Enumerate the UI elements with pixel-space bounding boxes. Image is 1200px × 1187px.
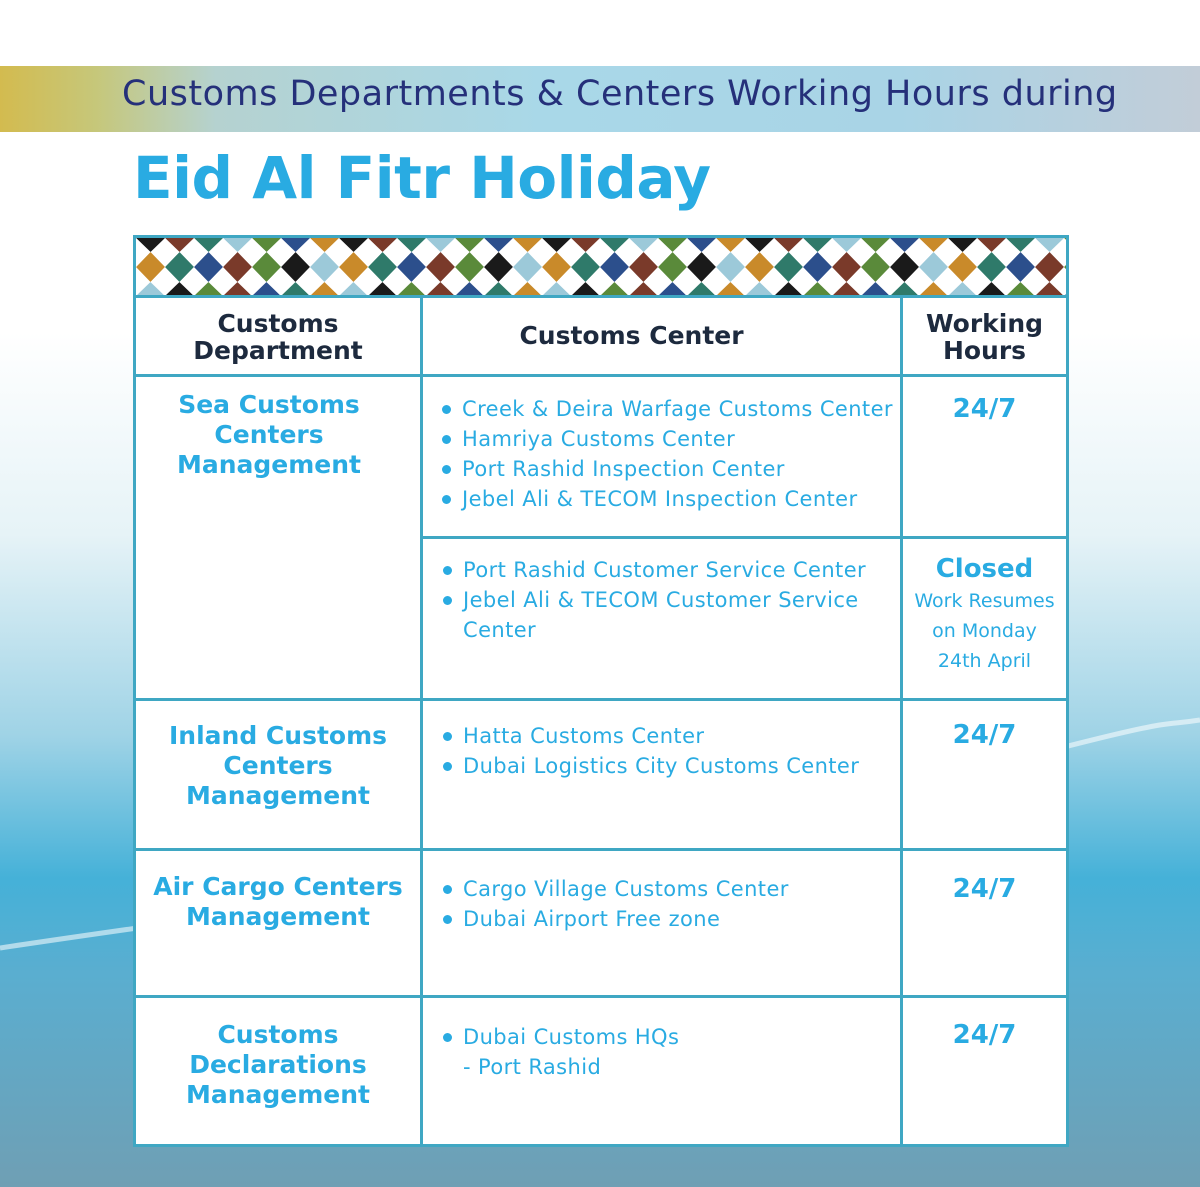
center-item: Dubai Airport Free zone	[439, 904, 899, 934]
sea-subrow-divider	[420, 536, 1066, 539]
dept-inland	[136, 721, 420, 811]
center-item: Jebel Ali & TECOM Inspection Center	[438, 484, 898, 514]
header-department	[136, 310, 420, 364]
col-divider-1	[420, 295, 423, 1147]
hours-table	[133, 235, 1069, 1147]
dept-line: Air Cargo Centers	[153, 872, 403, 901]
header-department-line2: Department	[193, 336, 363, 365]
header-department-line1: Customs	[217, 309, 339, 338]
center-item: Port Rashid Customer Service Center	[439, 555, 899, 585]
hours-sea-group-2	[903, 554, 1066, 676]
dept-line: Inland Customs	[168, 721, 388, 750]
centers-sea-group-2	[439, 555, 899, 645]
center-item-continued: - Port Rashid	[463, 1055, 602, 1079]
closed-label: Closed	[935, 554, 1034, 584]
center-item: Hamriya Customs Center	[438, 424, 898, 454]
center-item: Port Rashid Inspection Center	[438, 454, 898, 484]
arabesque-pattern-strip	[136, 238, 1066, 296]
hours-inland: 24/7	[952, 720, 1017, 750]
dept-line: Centers	[214, 420, 324, 449]
hours-sea-group-1: 24/7	[952, 394, 1017, 424]
center-item: Dubai Logistics City Customs Center	[439, 751, 899, 781]
center-item-continued: Center	[463, 618, 537, 642]
header-hours-line1: Working	[925, 309, 1044, 338]
row-divider-2	[136, 848, 1066, 851]
closed-note-line: on Monday	[932, 620, 1037, 642]
dept-line: Management	[185, 902, 371, 931]
header-hours	[903, 310, 1066, 364]
dept-line: Management	[176, 450, 362, 479]
dept-line: Management	[185, 1080, 371, 1109]
dept-sea	[136, 390, 420, 480]
banner-title: Customs Departments & Centers Working Hours during	[122, 74, 1118, 114]
header-hours-line2: Hours	[942, 336, 1027, 365]
pattern-divider	[136, 295, 1066, 298]
hours-declarations: 24/7	[952, 1020, 1017, 1050]
dept-line: Declarations	[189, 1050, 367, 1079]
centers-sea-group-1	[438, 394, 898, 514]
center-item: Jebel Ali & TECOM Customer Service	[439, 585, 899, 615]
pattern-tile	[1064, 238, 1066, 267]
center-item: Creek & Deira Warfage Customs Center	[438, 394, 898, 424]
hours-air-cargo: 24/7	[952, 874, 1017, 904]
dept-declarations	[136, 1020, 420, 1110]
closed-note-line: Work Resumes	[914, 590, 1055, 612]
row-divider-1	[136, 698, 1066, 701]
header-divider	[136, 374, 1066, 377]
dept-line: Centers	[223, 751, 333, 780]
dept-air-cargo	[136, 872, 420, 932]
dept-line: Sea Customs	[178, 390, 360, 419]
page-title: Eid Al Fitr Holiday	[133, 144, 711, 212]
centers-air-cargo	[439, 874, 899, 934]
center-item: Hatta Customs Center	[439, 721, 899, 751]
row-divider-3	[136, 995, 1066, 998]
closed-note-line: 24th April	[937, 650, 1032, 672]
dept-line: Management	[185, 781, 371, 810]
dept-line: Customs	[217, 1020, 339, 1049]
center-item: Dubai Customs HQs	[439, 1022, 899, 1052]
header-center: Customs Center	[519, 321, 744, 350]
center-item: Cargo Village Customs Center	[439, 874, 899, 904]
centers-inland	[439, 721, 899, 781]
centers-declarations	[439, 1022, 899, 1082]
